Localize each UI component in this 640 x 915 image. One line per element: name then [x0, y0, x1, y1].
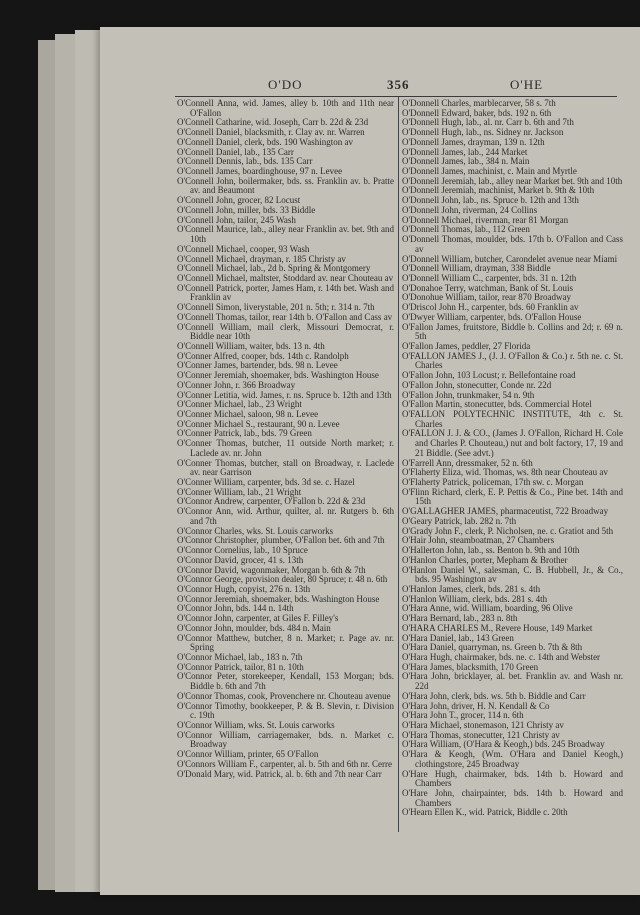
directory-entry: O'Connell Michael, drayman, r. 185 Christy av	[177, 253, 346, 264]
directory-entry: O'Hallerton John, lab., ss. Benton b. 9th and 10th	[402, 545, 580, 556]
directory-entry: O'Donnell John, lab., ns. Spruce b. 12th and 13th	[402, 195, 579, 206]
directory-entry: O'Hair John, steamboatman, 27 Chambers	[402, 535, 555, 546]
directory-entry: O'Connell Patrick, porter, James Ham, r. 14th bet. Wash and Franklin av	[177, 282, 394, 303]
directory-entry: O'Fallon James, peddler, 27 Florida	[402, 340, 531, 351]
directory-entry: O'Hare John, chairpainter, bds. 14th b. Howard and Chambers	[402, 788, 623, 808]
directory-entry: O'Flaherty Eliza, wid. Thomas, ws. 8th near Chouteau av	[402, 467, 608, 478]
directory-entry: O'Donnell Thomas, moulder, bds. 17th b. O'Fallon and Cass av	[402, 234, 623, 254]
directory-entry: O'Geary Patrick, lab. 282 n. 7th	[402, 515, 517, 526]
directory-entry: O'Hara William, (O'Hara & Keogh,) bds. 245 Broadway	[402, 739, 605, 750]
directory-entry: O'Conner William, lab., 21 Wright	[177, 486, 302, 497]
directory-entry: O'Conner Letitia, wid. James, r. ns. Spruce b. 12th and 13th	[177, 389, 392, 400]
right-guide-word: O'HE	[510, 77, 544, 92]
directory-entry: O'Donnell Jeremiah, lab., alley near Market bet. 9th and 10th	[402, 175, 623, 186]
directory-entry: O'Connor Michael, lab., 183 n. 7th	[177, 651, 303, 662]
directory-entry: O'Donnell William C., carpenter, bds. 31 n. 12th	[402, 272, 577, 283]
directory-entry: O'FALLON JAMES J., (J. J. O'Fallon & Co.) r. 5th ne. c. St. Charles	[402, 350, 623, 371]
directory-entry: O'Hara Michael, stonemason, 121 Christy av	[402, 720, 564, 730]
directory-entry: O'Connor Charles, wks. St. Louis carworks	[177, 525, 334, 536]
directory-entry: O'Connor John, moulder, bds. 484 n. Main	[177, 622, 331, 633]
directory-entry: O'Connell William, mail clerk, Missouri Democrat, r. Biddle near 10th	[177, 321, 394, 342]
directory-entry: O'Donnell Charles, marblecarver, 58 s. 7th	[402, 98, 556, 108]
directory-entry: O'Connor Hugh, copyist, 276 n. 13th	[177, 583, 311, 594]
directory-entry: O'Hanlon James, clerk, bds. 281 s. 4th	[402, 583, 541, 594]
directory-entry: O'Fallon Martin, stonecutter, bds. Commercial Hotel	[402, 399, 592, 410]
directory-entry: O'Connor William, carriagemaker, bds. n. Market c. Broadway	[177, 729, 394, 750]
directory-entry: O'FALLON J. J. & CO., (James J. O'Fallon, Richard H. Cole and Charles P. Chouteau,) nut and bolt factory, 17, 19 and 21 Biddle. (See advt.)	[402, 428, 623, 458]
directory-entry: O'Connor Thomas, cook, Provenchere nr. Chouteau avenue	[177, 690, 391, 701]
directory-entry: O'Connors William F., carpenter, al. b. 5th and 6th nr. Cerre	[177, 758, 392, 769]
directory-entry: O'Connor Peter, storekeeper, Kendall, 153 Morgan; bds. Biddle b. 6th and 7th	[177, 671, 394, 692]
directory-entry: O'Hara Daniel, quarryman, ns. Green b. 7th & 8th	[402, 642, 583, 653]
directory-entry: O'Connor John, carpenter, at Giles F. Filley's	[177, 613, 339, 624]
directory-entry: O'Connell Catharine, wid. Joseph, Carr b. 22d & 23d	[177, 117, 369, 128]
directory-entry: O'Connell John, grocer, 82 Locust	[177, 195, 301, 206]
directory-entry: O'HARA CHARLES M., Revere House, 149 Market	[402, 622, 593, 633]
directory-entry: O'Connell Thomas, tailor, rear 14th b. O'Fallon and Cass av	[177, 311, 393, 322]
header-rule	[175, 96, 617, 97]
directory-entry: O'Fallon James, fruitstore, Biddle b. Collins and 2d; r. 69 n. 5th	[402, 321, 623, 342]
directory-entry: O'Connor Jeremiah, shoemaker, bds. Washington House	[177, 593, 380, 604]
directory-entry: O'Dwyer William, carpenter, bds. O'Fallon House	[402, 311, 582, 322]
directory-entry: O'Connell Daniel, clerk, bds. 190 Washington av	[177, 136, 353, 147]
directory-entry: O'Donnell James, drayman, 139 n. 12th	[402, 136, 545, 147]
directory-entry: O'Flaherty Patrick, policeman, 17th sw. c. Morgan	[402, 477, 584, 488]
directory-entry: O'Fallon John, 103 Locust; r. Bellefontaine road	[402, 370, 576, 381]
directory-entry: O'Donnell Thomas, lab., 112 Green	[402, 224, 530, 235]
directory-entry: O'Donnell Hugh, lab., al. nr. Carr b. 6th and 7th	[402, 117, 574, 128]
directory-entry: O'Hearn Ellen K., wid. Patrick, Biddle c. 20th	[402, 807, 568, 818]
directory-entry: O'Donnell William, butcher, Carondelet avenue near Miami	[402, 253, 618, 264]
directory-entry: O'Hara John, clerk, bds. ws. 5th b. Biddle and Carr	[402, 690, 586, 701]
directory-entry: O'Hara James, blacksmith, 170 Green	[402, 661, 539, 672]
directory-entry: O'Connell Michael, cooper, 93 Wash	[177, 243, 310, 254]
directory-entry: O'Connell Dennis, lab., bds. 135 Carr	[177, 156, 313, 167]
directory-entry: O'Donnell John, riverman, 24 Collins	[402, 204, 538, 215]
directory-entry: O'Connor George, provision dealer, 80 Spruce; r. 48 n. 6th	[177, 574, 388, 585]
directory-entry: O'Connor Timothy, bookkeeper, P. & B. Slevin, r. Division c. 19th	[177, 700, 394, 721]
directory-entry: O'Connell Daniel, lab., 135 Carr	[177, 146, 294, 157]
directory-entry: O'Grady John F., clerk, P. Nicholsen, ne. c. Gratiot and 5th	[402, 525, 614, 536]
directory-entry: O'Connor Christopher, plumber, O'Fallon bet. 6th and 7th	[177, 535, 385, 546]
directory-entry: O'Fallon John, trunkmaker, 54 n. 9th	[402, 389, 535, 400]
directory-entry: O'Donnell James, machinist, c. Main and Myrtle	[402, 166, 577, 177]
left-column	[177, 99, 394, 779]
directory-entry: O'Connell Daniel, blacksmith, r. Clay av. nr. Warren	[177, 127, 365, 138]
directory-entry: O'Connor David, grocer, 41 s. 13th	[177, 554, 304, 565]
directory-entry: O'Connell Maurice, lab., alley near Franklin av. bet. 9th and 10th	[177, 224, 394, 245]
directory-entry: O'Donnell Edward, baker, bds. 192 n. 6th	[402, 107, 552, 118]
directory-entry: O'Connell Simon, liverystable, 201 n. 5th; r. 314 n. 7th	[177, 302, 375, 313]
directory-entry: O'Driscol John H., carpenter, bds. 60 Franklin av	[402, 302, 579, 313]
directory-entry: O'Connell James, boardinghouse, 97 n. Levee	[177, 166, 343, 177]
directory-entry: O'Connor William, printer, 65 O'Fallon	[177, 749, 319, 760]
directory-entry: O'Connor Matthew, butcher, 8 n. Market; r. Page av. nr. Spring	[177, 632, 394, 653]
directory-entry: O'Connor William, wks. St. Louis carworks	[177, 720, 335, 730]
directory-entry: O'Farrell Ann, dressmaker, 52 n. 6th	[402, 457, 533, 468]
directory-entry: O'Connor David, wagonmaker, Morgan b. 6th & 7th	[177, 564, 366, 575]
directory-entry: O'Hanlon Daniel W., salesman, C. B. Hubbell, Jr., & Co., bds. 95 Washington av	[402, 564, 623, 585]
right-column	[402, 99, 623, 818]
directory-entry: O'Connor John, bds. 144 n. 14th	[177, 603, 294, 614]
directory-entry: O'Hara & Keogh, (Wm. O'Hara and Daniel Keogh,) clothingstore, 245 Broadway	[402, 749, 623, 769]
directory-entry: O'Conner Michael, saloon, 98 n. Levee	[177, 409, 319, 419]
directory-entry: O'Conner William, carpenter, bds. 3d se. c. Hazel	[177, 477, 355, 488]
directory-entry: O'Conner Jeremiah, shoemaker, bds. Washington House	[177, 370, 379, 381]
directory-entry: O'Conner Michael S., restaurant, 90 n. Levee	[177, 418, 340, 429]
directory-entry: O'Connell John, tailor, 245 Wash	[177, 214, 296, 225]
directory-entry: O'Hara Thomas, stonecutter, 121 Christy av	[402, 729, 560, 740]
directory-entry: O'Hanlon Charles, porter, Mepham & Brother	[402, 554, 568, 565]
directory-entry: O'Conner Michael, lab., 23 Wright	[177, 399, 302, 410]
directory-entry: O'Hara Hugh, chairmaker, bds. ne. c. 14th and Webster	[402, 651, 601, 662]
directory-entry: O'Donnell Michael, riverman, rear 81 Morgan	[402, 214, 569, 225]
directory-entry: O'Connell John, miller, bds. 33 Biddle	[177, 204, 316, 215]
directory-entry: O'GALLAGHER JAMES, pharmaceutist, 722 Broadway	[402, 506, 609, 517]
directory-entry: O'Donnell James, lab., 244 Market	[402, 146, 528, 157]
directory-entry: O'Hara Bernard, lab., 283 n. 8th	[402, 613, 518, 624]
directory-entry: O'Hara John, bricklayer, al. bet. Franklin av. and Wash nr. 22d	[402, 671, 623, 692]
directory-entry: O'Connell Michael, maltster, Stoddard av. near Chouteau av	[177, 272, 394, 283]
directory-entry: O'Hanlon William, clerk, bds. 281 s. 4th	[402, 593, 548, 604]
directory-entry: O'Donnell James, lab., 384 n. Main	[402, 156, 530, 167]
directory-entry: O'Connell John, boilermaker, bds. ss. Franklin av. b. Pratte av. and Beaumont	[177, 175, 394, 196]
directory-entry: O'Connor Ann, wid. Arthur, quilter, al. nr. Rutgers b. 6th and 7th	[177, 506, 394, 526]
directory-entry: O'Conner John, r. 366 Broadway	[177, 379, 296, 390]
directory-entry: O'Donnell Hugh, lab., ns. Sidney nr. Jackson	[402, 127, 564, 138]
directory-entry: O'Conner Alfred, cooper, bds. 14th c. Randolph	[177, 350, 349, 361]
directory-entry: O'Conner Thomas, butcher, 11 outside North market; r. Laclede av. nr. John	[177, 438, 394, 458]
directory-entry: O'Donnell William, drayman, 338 Biddle	[402, 263, 551, 274]
directory-entry: O'Connor Andrew, carpenter, O'Fallon b. 22d & 23d	[177, 496, 366, 507]
directory-entry: O'Connell Michael, lab., 2d b. Spring & Montgomery	[177, 263, 371, 274]
column-divider	[398, 97, 399, 832]
directory-entry: O'Donnell Jeremiah, machinist, Market b. 9th & 10th	[402, 185, 595, 196]
directory-entry: O'Hara Daniel, lab., 143 Green	[402, 632, 514, 643]
directory-entry: O'Hare Hugh, chairmaker, bds. 14th b. Howard and Chambers	[402, 768, 623, 789]
directory-entry: O'Donohue William, tailor, rear 870 Broadway	[402, 292, 571, 303]
directory-entry: O'Conner Patrick, lab., bds. 79 Green	[177, 428, 312, 439]
left-guide-word: O'DO	[268, 77, 303, 92]
directory-entry: O'Hara John T., grocer, 114 n. 6th	[402, 710, 524, 721]
directory-entry: O'Connell William, waiter, bds. 13 n. 4th	[177, 340, 325, 351]
directory-entry: O'Fallon John, stonecutter, Conde nr. 22d	[402, 379, 552, 390]
directory-entry: O'Connor Patrick, tailor, 81 n. 10th	[177, 661, 304, 672]
directory-entry: O'Donahoe Terry, watchman, Bank of St. Louis	[402, 282, 573, 293]
directory-entry: O'Hara Anne, wid. William, boarding, 96 Olive	[402, 603, 573, 614]
directory-entry: O'Connor Cornelius, lab., 10 Spruce	[177, 545, 308, 556]
directory-entry: O'Donald Mary, wid. Patrick, al. b. 6th and 7th near Carr	[177, 768, 382, 779]
directory-entry: O'Connell Anna, wid. James, alley b. 10th and 11th near O'Fallon	[177, 98, 394, 118]
page-number: 356	[387, 77, 410, 92]
directory-entry: O'Conner James, bartender, bds. 98 n. Levee	[177, 360, 338, 371]
directory-entry: O'Flinn Richard, clerk, E. P. Pettis & Co., Pine bet. 14th and 15th	[402, 486, 623, 507]
directory-entry: O'FALLON POLYTECHNIC INSTITUTE, 4th c. St. Charles	[402, 409, 623, 429]
directory-entry: O'Hara John, driver, H. N. Kendall & Co	[402, 700, 550, 711]
directory-entry: O'Conner Thomas, butcher, stall on Broadway, r. Laclede av. near Garrison	[177, 457, 394, 478]
